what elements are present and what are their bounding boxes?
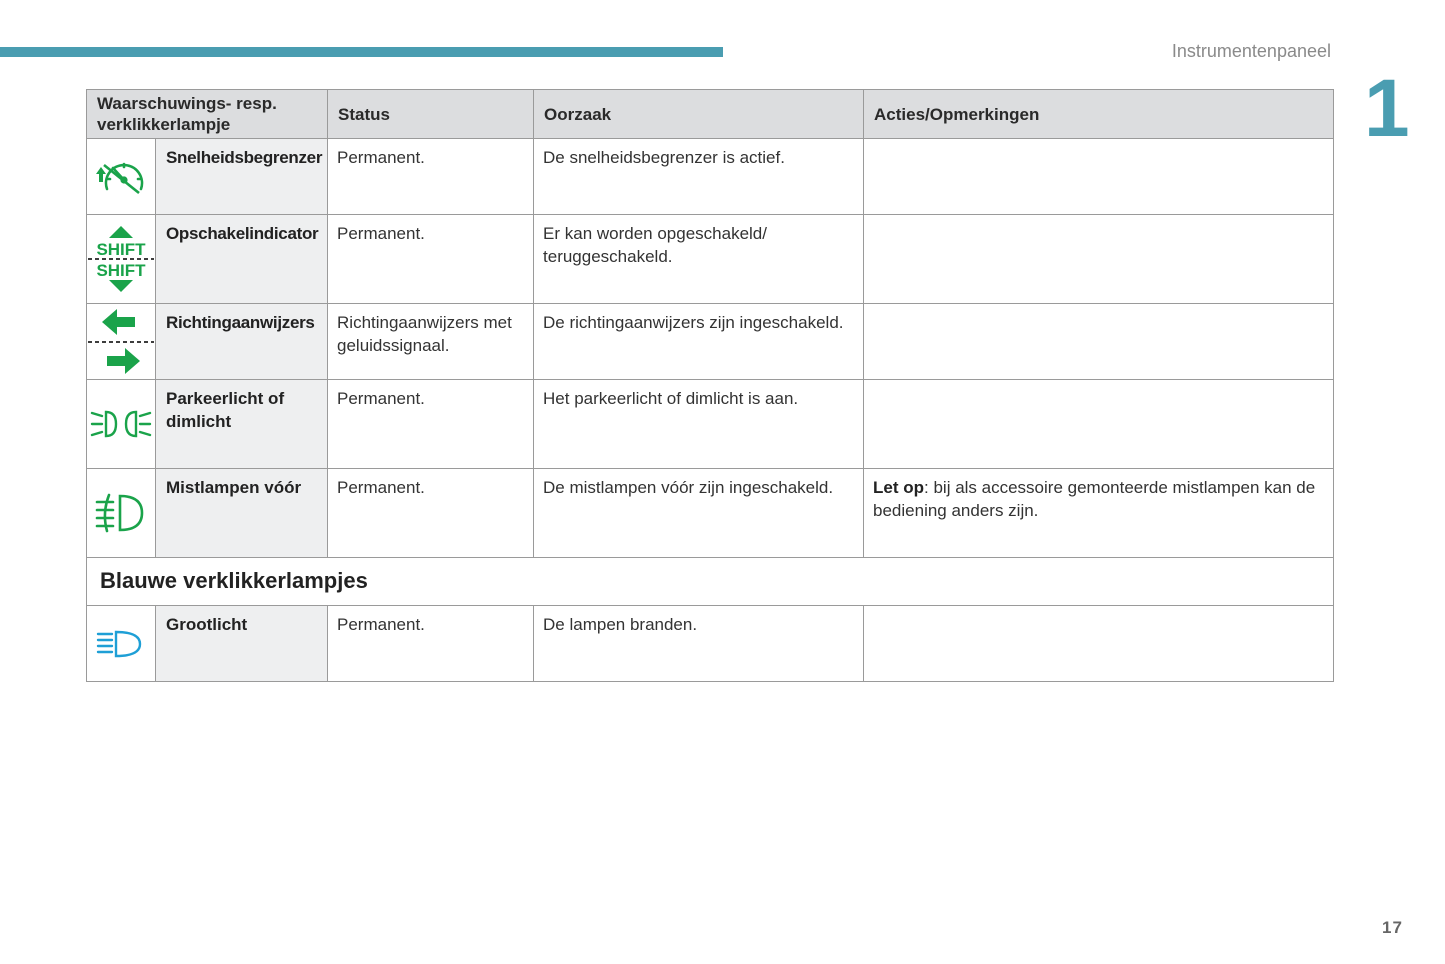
turn-signal-icon [87,304,156,380]
cause-text: De richtingaanwijzers zijn ingeschakeld. [534,304,864,380]
cause-text: De lampen branden. [534,606,864,682]
action-text [864,139,1334,215]
lamp-name: Opschakelindicator [156,215,328,304]
status-text: Richtingaanwijzers met geluidssignaal. [328,304,534,380]
chapter-number: 1 [1364,63,1410,154]
section-header-row [87,558,1334,606]
status-text: Permanent. [328,139,534,215]
high-beam-icon [87,606,156,682]
page-number: 17 [1382,918,1403,937]
table-header-row [87,90,1334,139]
status-text: Permanent. [328,606,534,682]
warning-lights-table [86,89,1334,682]
lamp-name: Mistlampen vóór [156,469,328,558]
section-title: Instrumentenpaneel [1171,41,1331,61]
cause-text: Het parkeerlicht of dimlicht is aan. [534,380,864,469]
lamp-name: Richtingaanwijzers [156,304,328,380]
parking-dipped-light-icon [87,380,156,469]
status-text: Permanent. [328,380,534,469]
blue-section-title: Blauwe verklikkerlampjes [87,558,1334,606]
table-row [87,215,1334,304]
cause-text: Er kan worden opgeschakeld/ teruggeschakeld. [534,215,864,304]
lamp-name: Snelheidsbegrenzer [156,139,328,215]
speed-limiter-icon [87,139,156,215]
svg-text:SHIFT: SHIFT [96,261,146,280]
lamp-name: Parkeerlicht of dimlicht [156,380,328,469]
header-accent-bar [0,47,723,57]
column-header-status: Status [328,90,534,139]
table-row [87,139,1334,215]
status-text: Permanent. [328,215,534,304]
column-header-cause: Oorzaak [534,90,864,139]
cause-text: De snelheidsbegrenzer is actief. [534,139,864,215]
column-header-lamp: Waarschuwings- resp. verklikkerlampje [87,90,328,139]
svg-text:SHIFT: SHIFT [96,240,146,259]
column-header-actions: Acties/Opmerkingen [864,90,1334,139]
shift-indicator-icon [87,215,156,304]
action-text [864,304,1334,380]
action-body: : bij als accessoire gemonteerde mistlampen kan de bediening anders zijn. [873,478,1316,520]
table-row [87,380,1334,469]
front-fog-light-icon [87,469,156,558]
status-text: Permanent. [328,469,534,558]
action-emphasis: Let op [873,478,925,497]
action-text [864,469,1334,558]
action-text [864,606,1334,682]
lamp-name: Grootlicht [156,606,328,682]
cause-text: De mistlampen vóór zijn ingeschakeld. [534,469,864,558]
table-row [87,606,1334,682]
table-row [87,304,1334,380]
table-row [87,469,1334,558]
action-text [864,380,1334,469]
action-text [864,215,1334,304]
